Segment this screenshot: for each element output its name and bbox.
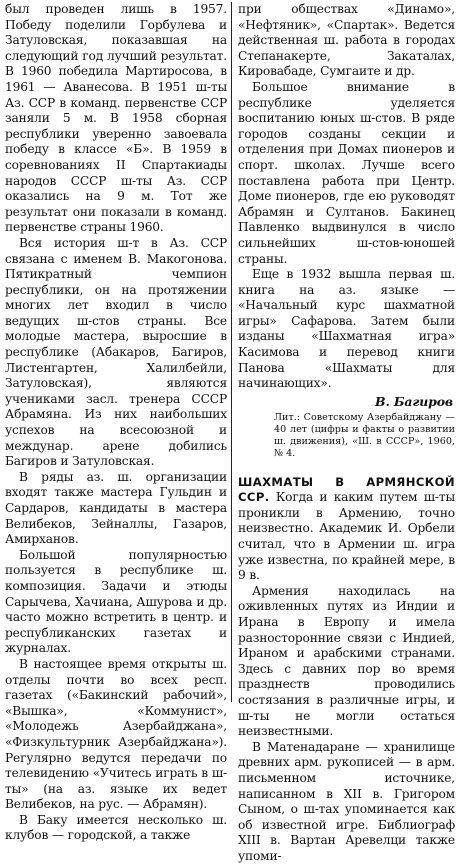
paragraph: был проведен лишь в 1957. Победу поделили Горбулева и Затуловская, показавшая на следующий год лучший результат. В 1960 победила Мартиросова, в 1961 — Аванесова. В 1951 ш-ты Аз. ССР в команд. первенстве ССР заняли 5 м. В 1958 сборная республики уверенно завоевала победу в классе «Б». В 1959 в соревнованиях II Спартакиады народов СССР ш-ты Аз. ССР оказались на 9 м. Тот же результат они показали в команд. первенстве страны 1960. — [5, 2, 227, 235]
section-intro: Когда и каким путем ш-ты проникли в Армению, точно неизвестно. Академик И. Орбели считал, что в Армении ш. игра уже известна, по крайней мере, в 9 в. — [238, 490, 455, 583]
paragraph: Большой популярностью пользуется в республике ш. композиция. Задачи и этюды Сарычева, Хачиана, Ашурова и др. часто можно встретить в центр. и республиканских газетах и журналах. — [5, 547, 227, 656]
paragraph: Еще в 1932 вышла первая ш. книга на аз. языке — «Начальный курс шахматной игры» Сафарова. Затем были изданы «Шахматная игра» Касимова и перевод книги Панова «Шахматы для начинающих». — [238, 267, 455, 391]
right-column — [238, 2, 455, 865]
paragraph: В Баку имеется несколько ш. клубов — городской, а также — [5, 812, 227, 843]
paragraph: Большое внимание в республике уделяется воспитанию юных ш-стов. В ряде городов созданы секции и отделения при Домах пионеров и спорт. школах. Лучше всего поставлена работа при Центр. Доме пионеров, где ею руководят Абрамян и Султанов. Бакинец Павленко выдвинулся в число сильнейших ш-стов-юношей страны. — [238, 79, 455, 266]
section-heading: ШАХМАТЫ В АРМЯНСКОЙ ССР. — [238, 474, 455, 505]
column-divider — [231, 2, 232, 702]
paragraph: при обществах «Динамо», «Нефтяник», «Спартак». Ведется действенная ш. работа в городах Степанакерте, Закаталах, Кировабаде, Сумгаите и др. — [238, 2, 455, 79]
left-column — [5, 2, 227, 844]
paragraph: В ряды аз. ш. организации входят также мастера Гульдин и Сардаров, кандидаты в мастера Велибеков, Зейналлы, Газаров, Амирханов. — [5, 469, 227, 547]
author-signature: В. Багиров — [375, 393, 453, 409]
paragraph: Вся история ш-т в Аз. ССР связана с именем В. Макогонова. Пятикратный чемпион республики, он на протяжении многих лет входил в число ведущих ш-стов страны. Все молодые мастера, выросшие в республике (Абакаров, Багиров, Листенгартен, Халилбейли, Затуловская), являются учениками засл. тренера СССР Абрамяна. Из них наибольших успехов на всесоюзной и междунар. арене добились Багиров и Затуловская. — [5, 235, 227, 469]
section-paragraph — [238, 475, 455, 584]
paragraph: Армения находилась на оживленных путях из Индии и Ирана в Европу и имела разносторонние связи с Индией, Ираном и арабскими странами. Здесь с давних пор во время празднеств проводились состязания в различные игры, и ш-ты не могли остаться неизвестными. — [238, 583, 455, 739]
paragraph: В Матенадаране — хранилище древних арм. рукописей — в арм. письменном источнике, написанном в XII в. Григором Сыном, о ш-тах упоминается как об известной игре. Библиограф XIII в. Вартан Аревелци также упоми- — [238, 739, 455, 863]
literature-note: Лит.: Советскому Азербайджану — 40 лет (цифры и факты о развитии ш. движения), «Ш. в СССР», 1960, № 4. — [274, 411, 455, 460]
paragraph: В настоящее время открыты ш. отделы почти во всех респ. газетах («Бакинский рабочий», «Вышка», «Коммунист», «Молодежь Азербайджана», «Физкультурник Азербайджана»). Регулярно ведутся передачи по телевидению «Учитесь играть в ш-ты» (на аз. языке их ведет Велибеков, на рус. — Абрамян). — [5, 656, 227, 812]
